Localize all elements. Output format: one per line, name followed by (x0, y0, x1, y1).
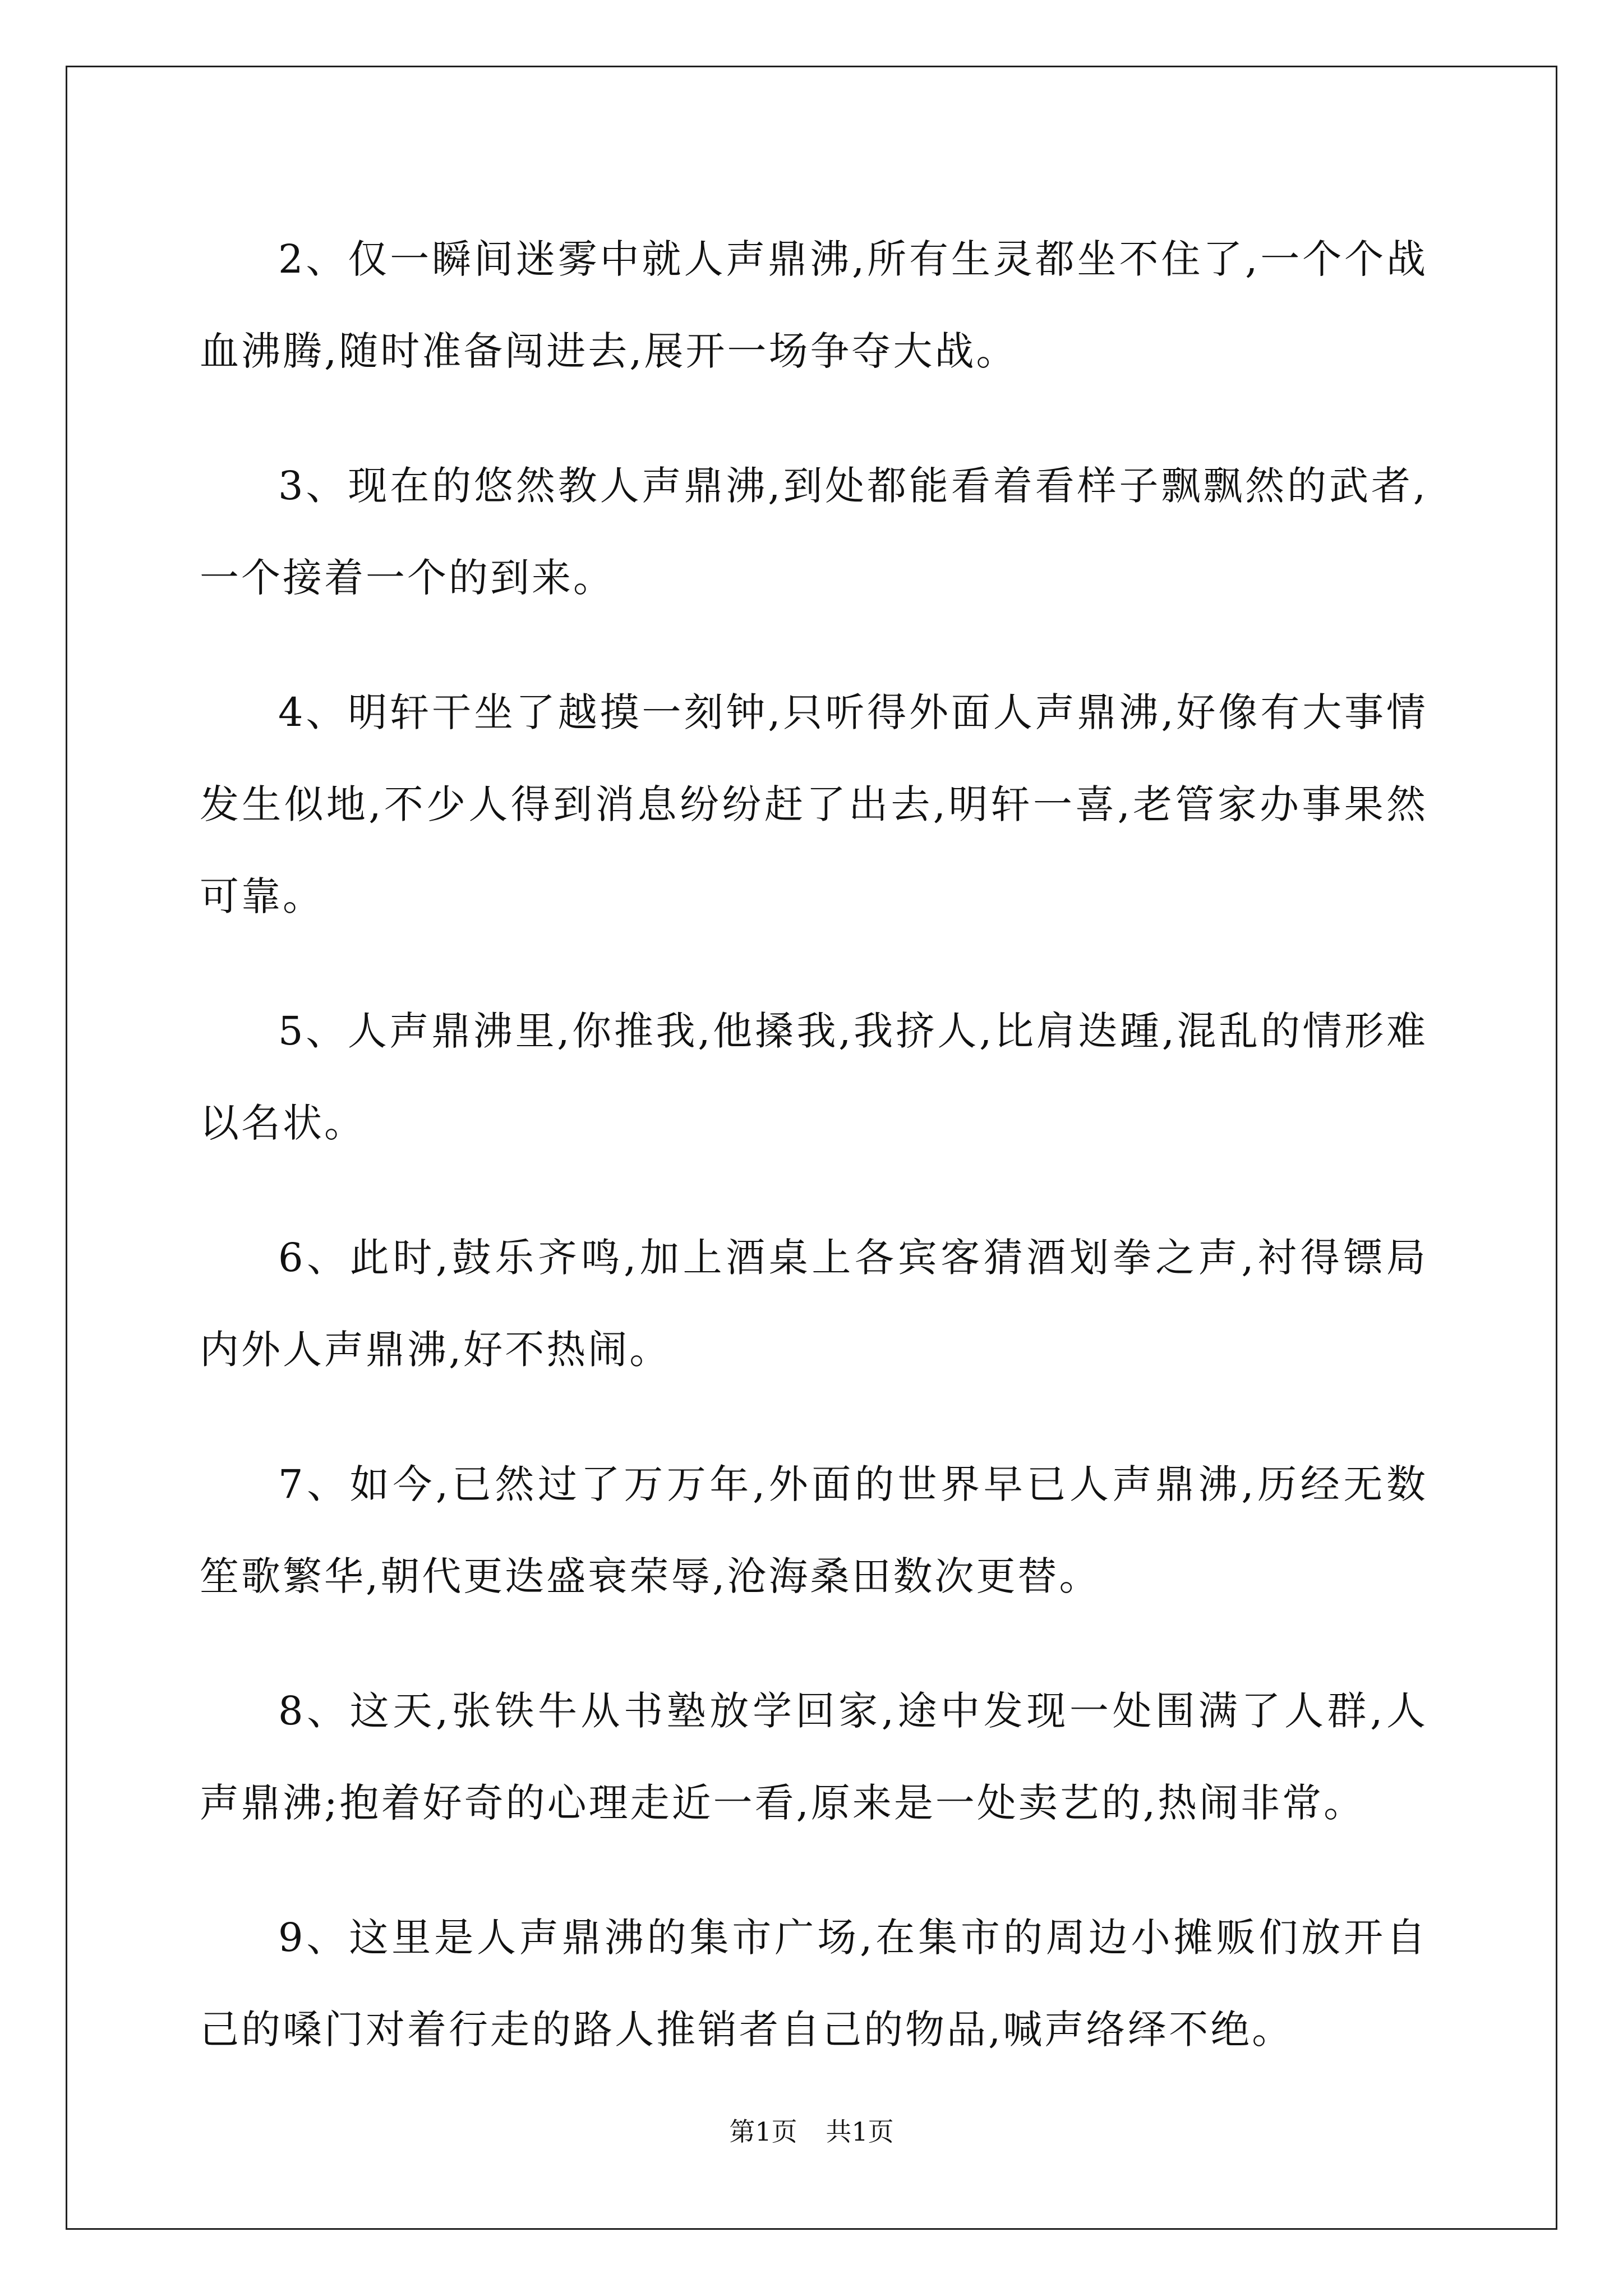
paragraph-3: 3、现在的悠然教人声鼎沸,到处都能看着看样子飘飘然的武者,一个接着一个的到来。 (200, 463, 1428, 601)
paragraph-4: 4、明轩干坐了越摸一刻钟,只听得外面人声鼎沸,好像有大事情发生似地,不少人得到消息纷纷赶了出去,明轩一喜,老管家办事果然可靠。 (200, 689, 1428, 919)
page-total: 共1页 (826, 2116, 894, 2147)
page-number: 第1页 (729, 2116, 797, 2147)
document-body (200, 213, 1428, 2118)
paragraph-6: 6、此时,鼓乐齐鸣,加上酒桌上各宾客猜酒划拳之声,衬得镖局内外人声鼎沸,好不热闹。 (200, 1235, 1428, 1373)
paragraph-8: 8、这天,张铁牛从书塾放学回家,途中发现一处围满了人群,人声鼎沸;抱着好奇的心理走近一看,原来是一处卖艺的,热闹非常。 (200, 1688, 1428, 1826)
paragraph-2: 2、仅一瞬间迷雾中就人声鼎沸,所有生灵都坐不住了,一个个战血沸腾,随时准备闯进去,展开一场争夺大战。 (200, 236, 1428, 374)
page-footer (0, 2115, 1623, 2148)
paragraph-5: 5、人声鼎沸里,你推我,他搡我,我挤人,比肩迭踵,混乱的情形难以名状。 (200, 1008, 1428, 1146)
paragraph-7: 7、如今,已然过了万万年,外面的世界早已人声鼎沸,历经无数笙歌繁华,朝代更迭盛衰荣辱,沧海桑田数次更替。 (200, 1461, 1428, 1599)
paragraph-9: 9、这里是人声鼎沸的集市广场,在集市的周边小摊贩们放开自己的嗓门对着行走的路人推销者自己的物品,喊声络绎不绝。 (200, 1915, 1428, 2053)
